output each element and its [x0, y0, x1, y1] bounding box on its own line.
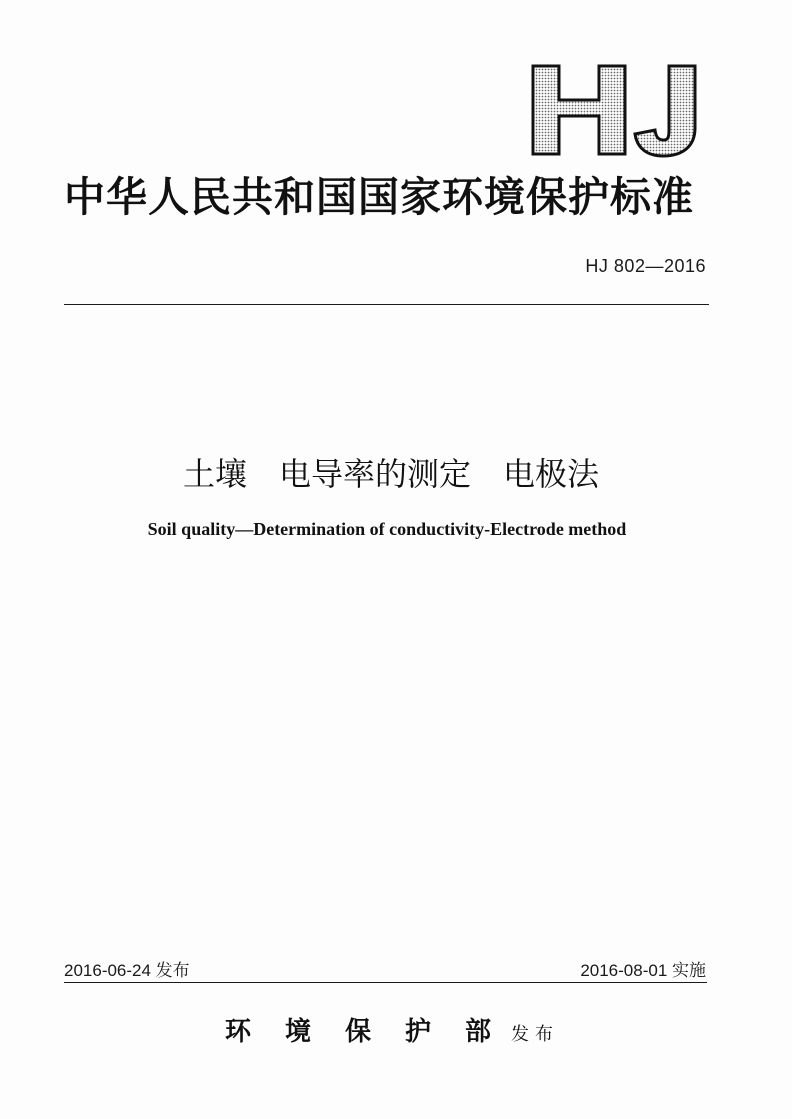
- standard-number: HJ 802—2016: [585, 256, 706, 276]
- standard-title-english: Soil quality—Determination of conductivity-Electrode method: [147, 519, 627, 539]
- publisher-name: 环境保护部: [224, 1017, 525, 1047]
- standard-title-chinese: 土壤 电导率的测定 电极法: [182, 455, 599, 493]
- hj-logo: [523, 62, 703, 162]
- issue-date: 2016-06-24 发布: [64, 961, 190, 980]
- header-divider: [64, 304, 709, 305]
- publisher-suffix: 发布: [511, 1024, 559, 1045]
- publisher-line: [0, 1014, 792, 1054]
- agency-title: 中华人民共和国国家环境保护标准: [64, 173, 694, 221]
- implementation-date: 2016-08-01 实施: [580, 961, 706, 980]
- footer-divider: [64, 982, 707, 983]
